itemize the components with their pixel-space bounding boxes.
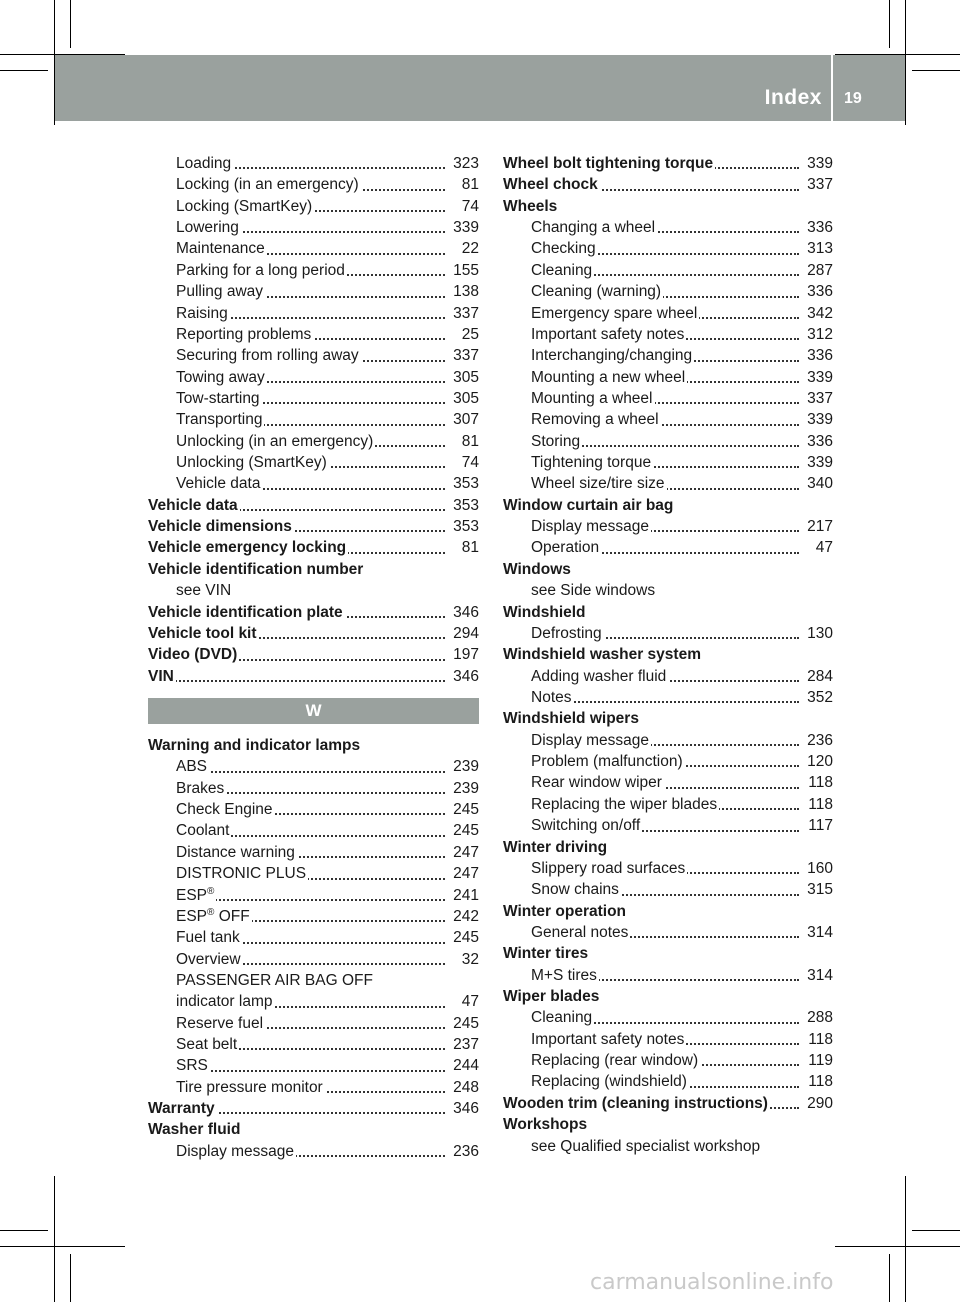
- index-entry: [148, 1077, 479, 1098]
- index-entry-label: Wiper blades: [503, 988, 600, 1006]
- crop-mark: [0, 70, 48, 71]
- index-entry: [148, 473, 479, 494]
- index-entry-label: PASSENGER AIR BAG OFF: [176, 971, 373, 989]
- index-entry: [503, 602, 833, 623]
- index-entry-page: 245: [450, 820, 479, 841]
- index-entry-label: Parking for a long period: [176, 261, 345, 279]
- index-entry-page: 352: [804, 687, 833, 708]
- index-entry: [503, 751, 833, 772]
- index-entry: [503, 687, 833, 708]
- index-entry-page: 117: [805, 815, 833, 836]
- index-entry: [148, 238, 479, 259]
- index-entry-label: Locking (SmartKey): [176, 197, 313, 215]
- index-entry-page: 197: [450, 644, 479, 665]
- index-entry: [503, 922, 833, 943]
- index-entry-label: ESP® OFF: [176, 906, 250, 925]
- index-entry-page: 339: [804, 153, 833, 174]
- index-entry: [503, 431, 833, 452]
- index-entry-label: Checking: [531, 240, 596, 258]
- index-entry: [148, 580, 479, 601]
- index-entry: [503, 901, 833, 922]
- index-entry: [503, 858, 833, 879]
- index-entry: [148, 820, 479, 841]
- index-entry: [503, 580, 833, 601]
- index-entry-page: 245: [450, 799, 479, 820]
- index-entry-label: Storing: [531, 432, 581, 450]
- index-entry-label: Distance warning: [176, 843, 295, 861]
- index-list-w-continued: [503, 153, 833, 1157]
- index-entry: [503, 1050, 833, 1071]
- index-entry: [503, 473, 833, 494]
- crop-mark: [905, 1176, 906, 1302]
- index-entry-label: Maintenance: [176, 240, 265, 258]
- index-entry: [503, 516, 833, 537]
- index-entry-label: Notes: [531, 688, 572, 706]
- index-entry-page: 245: [450, 927, 479, 948]
- index-entry-label: Display message: [531, 731, 650, 749]
- index-entry: [503, 153, 833, 174]
- index-entry: [148, 217, 479, 238]
- index-entry-label: Vehicle dimensions: [148, 518, 292, 536]
- index-entry: [148, 452, 479, 473]
- index-entry-label: Operation: [531, 539, 600, 557]
- index-entry-page: 337: [450, 345, 479, 366]
- index-entry-page: 74: [459, 452, 479, 473]
- index-entry-page: 47: [459, 991, 479, 1012]
- index-entry: [503, 1007, 833, 1028]
- index-entry-page: 346: [450, 666, 479, 687]
- index-entry: [503, 388, 833, 409]
- index-entry-label: Brakes: [176, 779, 225, 797]
- index-entry-page: 315: [804, 879, 833, 900]
- index-entry: [148, 431, 479, 452]
- index-entry-label: Removing a wheel: [531, 411, 659, 429]
- index-entry: [503, 174, 833, 195]
- index-entry-page: 339: [804, 367, 833, 388]
- index-entry: [148, 906, 479, 927]
- index-entry: [503, 537, 833, 558]
- index-entry-label: Tow-starting: [176, 389, 260, 407]
- dot-leader: [176, 899, 445, 901]
- index-entry-label: Locking (in an emergency): [176, 176, 359, 194]
- index-entry: [503, 879, 833, 900]
- header-divider: [831, 55, 833, 121]
- index-entry: [503, 452, 833, 473]
- index-entry-page: 25: [459, 324, 479, 345]
- index-entry-label: Mounting a wheel: [531, 389, 653, 407]
- index-entry: [148, 666, 479, 687]
- index-entry-page: 242: [450, 906, 479, 927]
- index-entry-page: 155: [450, 260, 479, 281]
- index-entry-label: Seat belt: [176, 1036, 238, 1054]
- index-entry-label: Problem (malfunction): [531, 753, 683, 771]
- index-entry: [148, 1098, 479, 1119]
- index-entry-label: Windshield wipers: [503, 710, 639, 728]
- index-entry-label: Vehicle data: [176, 475, 261, 493]
- index-entry-label: Winter operation: [503, 902, 627, 920]
- index-entry: [503, 815, 833, 836]
- index-entry-label: ESP®: [176, 885, 215, 904]
- index-entry: [148, 345, 479, 366]
- index-entry-label: Warning and indicator lamps: [148, 736, 361, 754]
- index-entry-page: 287: [804, 260, 833, 281]
- index-column-right: [503, 153, 833, 1157]
- index-entry-label: Rear window wiper: [531, 774, 662, 792]
- index-entry-page: 336: [804, 281, 833, 302]
- index-entry-label: Interchanging/changing: [531, 347, 693, 365]
- index-entry-label: SRS: [176, 1057, 208, 1075]
- index-entry: [503, 196, 833, 217]
- crop-mark: [835, 1246, 960, 1247]
- index-entry-label: Window curtain air bag: [503, 496, 674, 514]
- index-entry-page: 336: [804, 217, 833, 238]
- index-entry: [148, 196, 479, 217]
- index-entry-page: 336: [804, 345, 833, 366]
- index-entry-page: 346: [450, 602, 479, 623]
- index-entry-page: 305: [450, 388, 479, 409]
- index-entry: [148, 970, 479, 991]
- index-entry: [148, 1013, 479, 1034]
- index-entry: [503, 559, 833, 580]
- index-entry-page: 247: [450, 842, 479, 863]
- index-entry-label: Raising: [176, 304, 228, 322]
- index-entry-label: Wooden trim (cleaning instructions): [503, 1094, 768, 1112]
- index-entry-label: VIN: [148, 667, 174, 685]
- index-entry-label: M+S tires: [531, 966, 597, 984]
- index-entry: [503, 986, 833, 1007]
- index-entry-label: Cleaning (warning): [531, 283, 662, 301]
- crop-mark: [70, 1254, 71, 1302]
- index-list-w: [148, 735, 479, 1162]
- index-entry: [503, 943, 833, 964]
- index-entry: [148, 644, 479, 665]
- index-entry: [148, 991, 479, 1012]
- dot-leader: [148, 680, 445, 682]
- index-entry-page: 305: [450, 367, 479, 388]
- index-entry: [148, 623, 479, 644]
- crop-mark: [889, 0, 890, 48]
- index-entry-label: Loading: [176, 155, 232, 172]
- index-entry-page: 81: [459, 431, 479, 452]
- index-entry: [503, 281, 833, 302]
- index-entry-page: 288: [804, 1007, 833, 1028]
- index-entry-label: Important safety notes: [531, 325, 685, 343]
- index-entry-page: 313: [804, 238, 833, 259]
- index-entry-page: 323: [450, 153, 479, 174]
- index-entry-label: Towing away: [176, 368, 265, 386]
- index-entry: [148, 537, 479, 558]
- index-entry: [503, 1114, 833, 1135]
- index-entry-label: Snow chains: [531, 881, 619, 899]
- crop-mark: [912, 70, 960, 71]
- index-entry-page: 118: [805, 1029, 833, 1050]
- index-entry-page: 217: [804, 516, 833, 537]
- index-entry-label: Tire pressure monitor: [176, 1078, 323, 1096]
- index-entry-page: 337: [804, 388, 833, 409]
- index-entry: [503, 1071, 833, 1092]
- page-title: Index: [764, 86, 822, 109]
- index-entry: [503, 666, 833, 687]
- index-entry-label: Changing a wheel: [531, 219, 656, 237]
- index-entry-page: 81: [459, 537, 479, 558]
- index-entry-page: 138: [450, 281, 479, 302]
- index-entry-label: Unlocking (SmartKey): [176, 454, 327, 472]
- index-entry-label: General notes: [531, 923, 629, 941]
- index-entry-label: Washer fluid: [148, 1121, 241, 1139]
- page-number: 19: [844, 90, 862, 107]
- index-entry-label: DISTRONIC PLUS: [176, 865, 307, 883]
- index-entry-page: 342: [804, 303, 833, 324]
- index-entry-page: 339: [450, 217, 479, 238]
- index-entry: [148, 756, 479, 777]
- dot-leader: [176, 771, 445, 773]
- dot-leader: [176, 1070, 445, 1072]
- index-entry-label: see Qualified specialist workshop: [531, 1137, 761, 1155]
- index-entry: [148, 153, 479, 174]
- index-entry-label: Cleaning: [531, 261, 593, 279]
- index-entry-label: Winter tires: [503, 945, 589, 963]
- index-entry: [503, 409, 833, 430]
- index-entry-label: Video (DVD): [148, 646, 238, 664]
- index-entry: [148, 495, 479, 516]
- index-entry-label: Wheel bolt tightening torque: [503, 155, 714, 172]
- index-entry: [148, 602, 479, 623]
- index-entry-label: Tightening torque: [531, 454, 652, 472]
- index-entry: [503, 772, 833, 793]
- index-entry: [503, 324, 833, 345]
- index-entry: [148, 260, 479, 281]
- index-entry-page: 339: [804, 452, 833, 473]
- index-entry: [503, 1093, 833, 1114]
- index-entry-label: Slippery road surfaces: [531, 859, 686, 877]
- index-entry: [148, 1034, 479, 1055]
- index-entry-label: Replacing (windshield): [531, 1073, 687, 1091]
- crop-mark: [905, 0, 906, 125]
- index-entry-label: Wheels: [503, 197, 558, 215]
- index-entry-label: Replacing (rear window): [531, 1052, 699, 1070]
- index-entry-page: 339: [804, 409, 833, 430]
- index-entry-label: Vehicle emergency locking: [148, 539, 347, 557]
- index-entry: [148, 516, 479, 537]
- index-entry-label: Lowering: [176, 219, 239, 237]
- index-entry-label: Defrosting: [531, 624, 602, 642]
- index-entry: [503, 367, 833, 388]
- index-entry-page: 353: [450, 516, 479, 537]
- index-entry-page: 340: [804, 473, 833, 494]
- index-entry-page: 244: [450, 1055, 479, 1076]
- crop-mark: [912, 1230, 960, 1231]
- index-entry-label: Vehicle data: [148, 496, 238, 514]
- index-entry-label: see Side windows: [531, 582, 656, 600]
- index-entry: [503, 303, 833, 324]
- index-entry-label: ABS: [176, 758, 208, 776]
- index-entry-label: Mounting a new wheel: [531, 368, 686, 386]
- index-entry: [148, 735, 479, 756]
- index-entry: [148, 174, 479, 195]
- index-entry-page: 245: [450, 1013, 479, 1034]
- index-entry-page: 160: [804, 858, 833, 879]
- index-entry-page: 353: [450, 473, 479, 494]
- section-heading-w: W: [148, 698, 479, 724]
- index-entry-label: Cleaning: [531, 1009, 593, 1027]
- index-entry-page: 337: [804, 174, 833, 195]
- index-entry-page: 290: [804, 1093, 833, 1114]
- index-entry: [148, 949, 479, 970]
- index-entry-page: 118: [805, 772, 833, 793]
- index-entry-label: indicator lamp: [176, 993, 273, 1011]
- index-entry: [503, 837, 833, 858]
- index-entry-page: 47: [813, 537, 833, 558]
- index-entry-label: Replacing the wiper blades: [531, 795, 718, 813]
- index-entry-page: 247: [450, 863, 479, 884]
- index-entry-label: Vehicle tool kit: [148, 624, 257, 642]
- index-entry-label: Check Engine: [176, 801, 273, 819]
- index-entry-label: Fuel tank: [176, 929, 240, 947]
- index-entry-page: 239: [450, 756, 479, 777]
- index-entry: [503, 495, 833, 516]
- index-entry: [148, 799, 479, 820]
- index-entry: [503, 708, 833, 729]
- index-entry-label: Windshield: [503, 603, 586, 621]
- index-entry: [148, 927, 479, 948]
- index-entry-label: Windows: [503, 560, 571, 578]
- index-entry-page: 120: [804, 751, 833, 772]
- index-entry-page: 239: [450, 778, 479, 799]
- index-entry: [148, 324, 479, 345]
- index-column-left: [148, 153, 479, 1162]
- index-entry: [148, 559, 479, 580]
- index-entry-page: 314: [804, 965, 833, 986]
- index-entry-label: Vehicle identification plate: [148, 603, 343, 621]
- index-entry-page: 307: [450, 409, 479, 430]
- index-entry: [148, 388, 479, 409]
- index-entry-page: 74: [459, 196, 479, 217]
- index-entry-page: 119: [805, 1050, 833, 1071]
- index-entry: [503, 345, 833, 366]
- index-entry: [503, 1136, 833, 1157]
- index-entry-label: Securing from rolling away: [176, 347, 359, 365]
- index-entry-page: 130: [804, 623, 833, 644]
- index-entry-label: Important safety notes: [531, 1030, 685, 1048]
- index-entry-label: Switching on/off: [531, 817, 641, 835]
- index-entry-label: Display message: [531, 518, 650, 536]
- index-entry-label: Windshield washer system: [503, 646, 701, 664]
- index-entry-label: Transporting: [176, 411, 263, 429]
- index-entry-page: 236: [804, 730, 833, 751]
- index-entry: [148, 367, 479, 388]
- index-entry: [148, 1141, 479, 1162]
- index-entry-page: 81: [459, 174, 479, 195]
- index-entry-page: 337: [450, 303, 479, 324]
- crop-mark: [70, 0, 71, 48]
- index-entry-page: 118: [805, 1071, 833, 1092]
- index-entry: [148, 863, 479, 884]
- index-entry-label: Workshops: [503, 1116, 588, 1134]
- index-entry: [503, 238, 833, 259]
- index-entry: [148, 842, 479, 863]
- index-entry: [148, 1055, 479, 1076]
- index-entry-page: 336: [804, 431, 833, 452]
- index-entry-page: 22: [459, 238, 479, 259]
- crop-mark: [889, 1254, 890, 1302]
- index-entry-label: Emergency spare wheel: [531, 304, 698, 322]
- index-entry: [148, 409, 479, 430]
- index-entry-page: 284: [804, 666, 833, 687]
- index-entry: [503, 794, 833, 815]
- index-entry: [503, 644, 833, 665]
- index-entry-label: Unlocking (in an emergency): [176, 432, 374, 450]
- index-entry: [148, 281, 479, 302]
- index-list-v: [148, 153, 479, 687]
- index-entry-label: Pulling away: [176, 283, 264, 301]
- index-entry-label: Warranty: [148, 1100, 215, 1118]
- index-entry-page: 32: [459, 949, 479, 970]
- index-entry-label: Display message: [176, 1142, 295, 1160]
- index-entry: [503, 623, 833, 644]
- index-entry-label: Overview: [176, 950, 241, 968]
- index-entry-label: Vehicle identification number: [148, 560, 364, 578]
- index-entry-page: 118: [805, 794, 833, 815]
- crop-mark: [54, 1176, 55, 1302]
- crop-mark: [0, 1246, 125, 1247]
- index-entry-page: 241: [450, 885, 479, 906]
- index-entry-page: 294: [450, 623, 479, 644]
- index-entry-label: Coolant: [176, 822, 230, 840]
- index-entry-page: 314: [804, 922, 833, 943]
- index-entry-label: Reserve fuel: [176, 1014, 264, 1032]
- index-entry: [503, 260, 833, 281]
- index-entry: [148, 885, 479, 906]
- index-entry-page: 312: [804, 324, 833, 345]
- index-entry-page: 237: [450, 1034, 479, 1055]
- index-entry-page: 353: [450, 495, 479, 516]
- index-entry-page: 236: [450, 1141, 479, 1162]
- index-entry: [148, 778, 479, 799]
- index-entry: [148, 1119, 479, 1140]
- crop-mark: [0, 1230, 48, 1231]
- index-entry-label: see VIN: [176, 582, 232, 600]
- index-entry-label: Wheel chock: [503, 176, 598, 194]
- index-entry: [503, 730, 833, 751]
- index-entry-label: Reporting problems: [176, 325, 312, 343]
- index-entry-label: Wheel size/tire size: [531, 475, 665, 493]
- watermark: carmanualsonline.info: [590, 1270, 834, 1295]
- index-entry: [503, 965, 833, 986]
- index-entry-page: 248: [450, 1077, 479, 1098]
- index-entry: [148, 303, 479, 324]
- index-entry: [503, 1029, 833, 1050]
- index-entry-page: 346: [450, 1098, 479, 1119]
- index-entry: [503, 217, 833, 238]
- index-entry-label: Adding washer fluid: [531, 667, 667, 685]
- index-entry-label: Winter driving: [503, 838, 608, 856]
